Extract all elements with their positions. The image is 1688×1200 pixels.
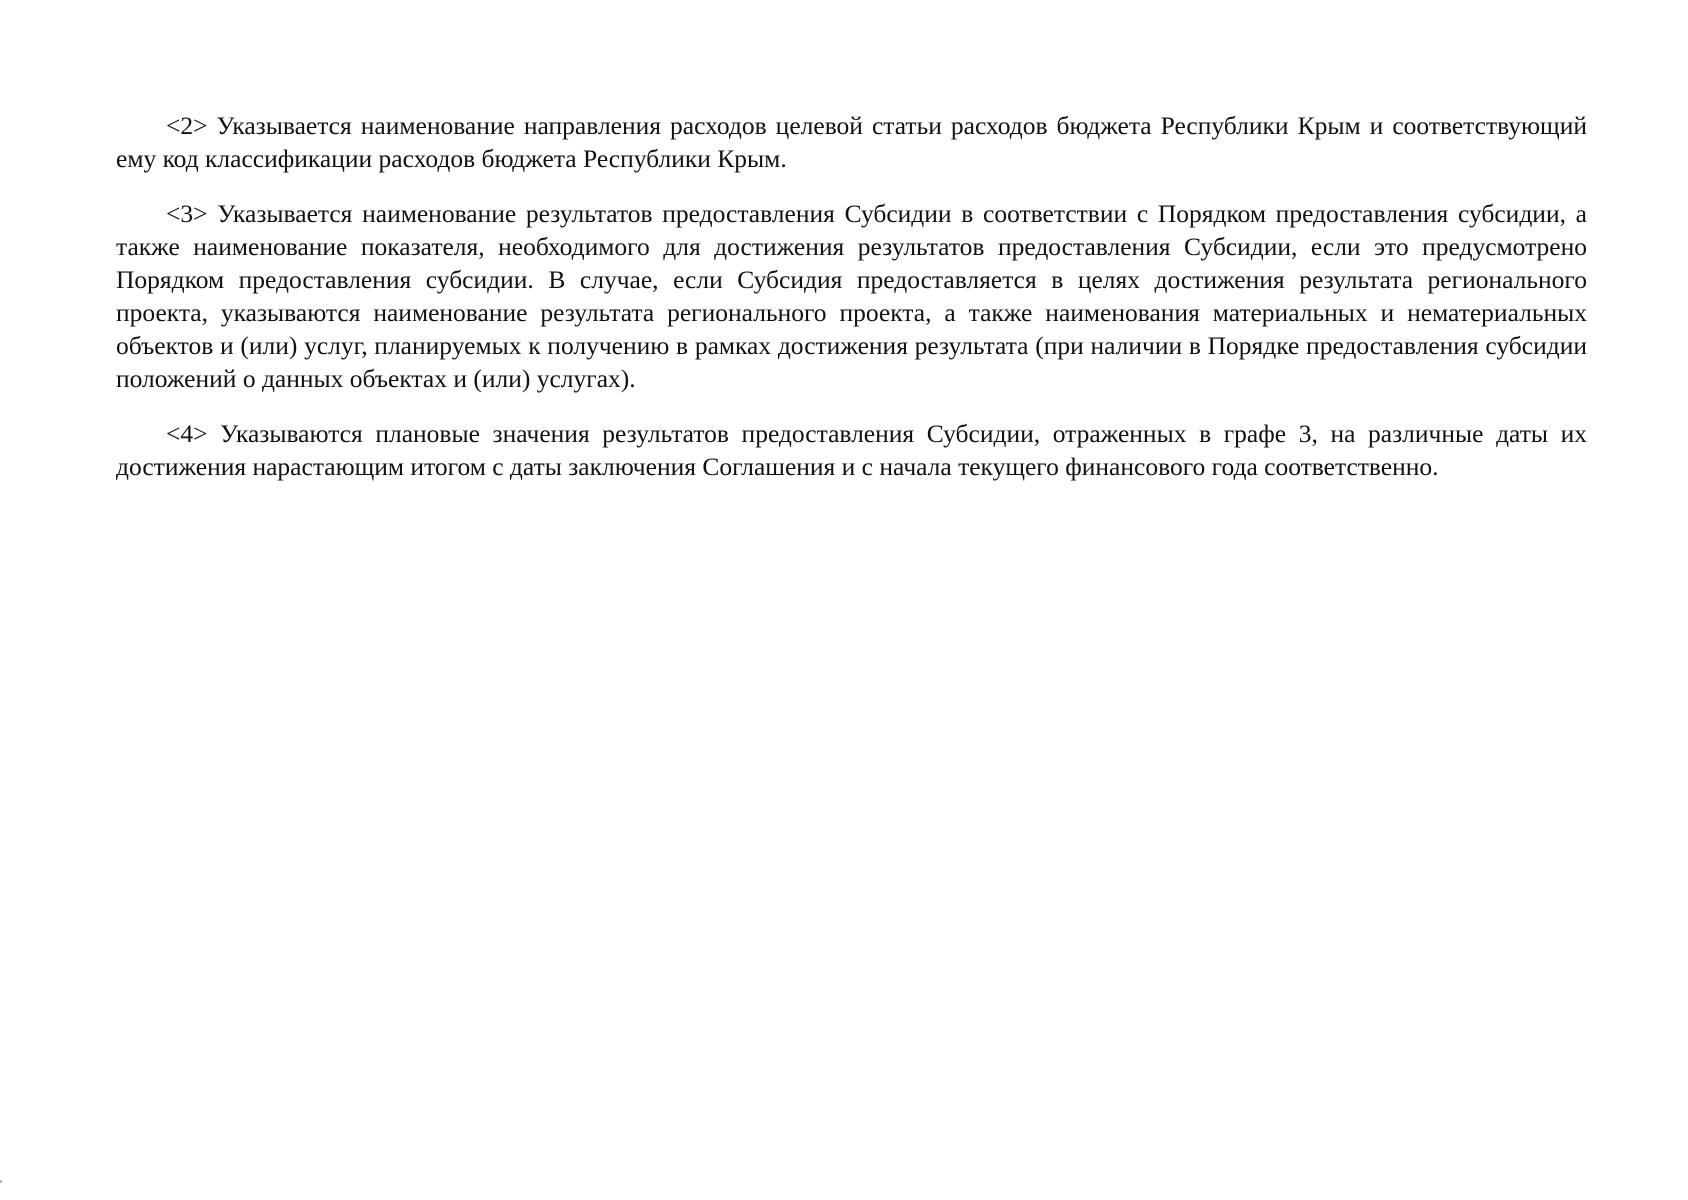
footnote-4: <4> Указываются плановые значения результатов предоставления Субсидии, отраженных в графе 3, на различные даты их достижения нарастающим итогом с даты заключения Соглашения и с начала текущего финансового года соответственно. — [116, 419, 1587, 481]
footnote-3: <3> Указывается наименование результатов предоставления Субсидии в соответствии с Порядком предоставления субсидии, а также наименование показателя, необходимого для достижения результатов предоставления Субсидии, если это предусмотрено Порядком предоставления субсидии. В случае, если Субсидия предоставляется в целях достижения результата регионального проекта, указываются наименование результата регионального проекта, а также наименования материальных и нематериальных объектов и (или) услуг, планируемых к получению в рамках достижения результата (при наличии в Порядке предоставления субсидии положений о данных объектах и (или) услугах). — [116, 199, 1587, 393]
footnotes-block — [116, 109, 1587, 505]
scan-artifact — [0, 1180, 2, 1183]
footnote-2: <2> Указывается наименование направления расходов целевой статьи расходов бюджета Республики Крым и соответствующий ему код классификации расходов бюджета Республики Крым. — [116, 111, 1587, 173]
